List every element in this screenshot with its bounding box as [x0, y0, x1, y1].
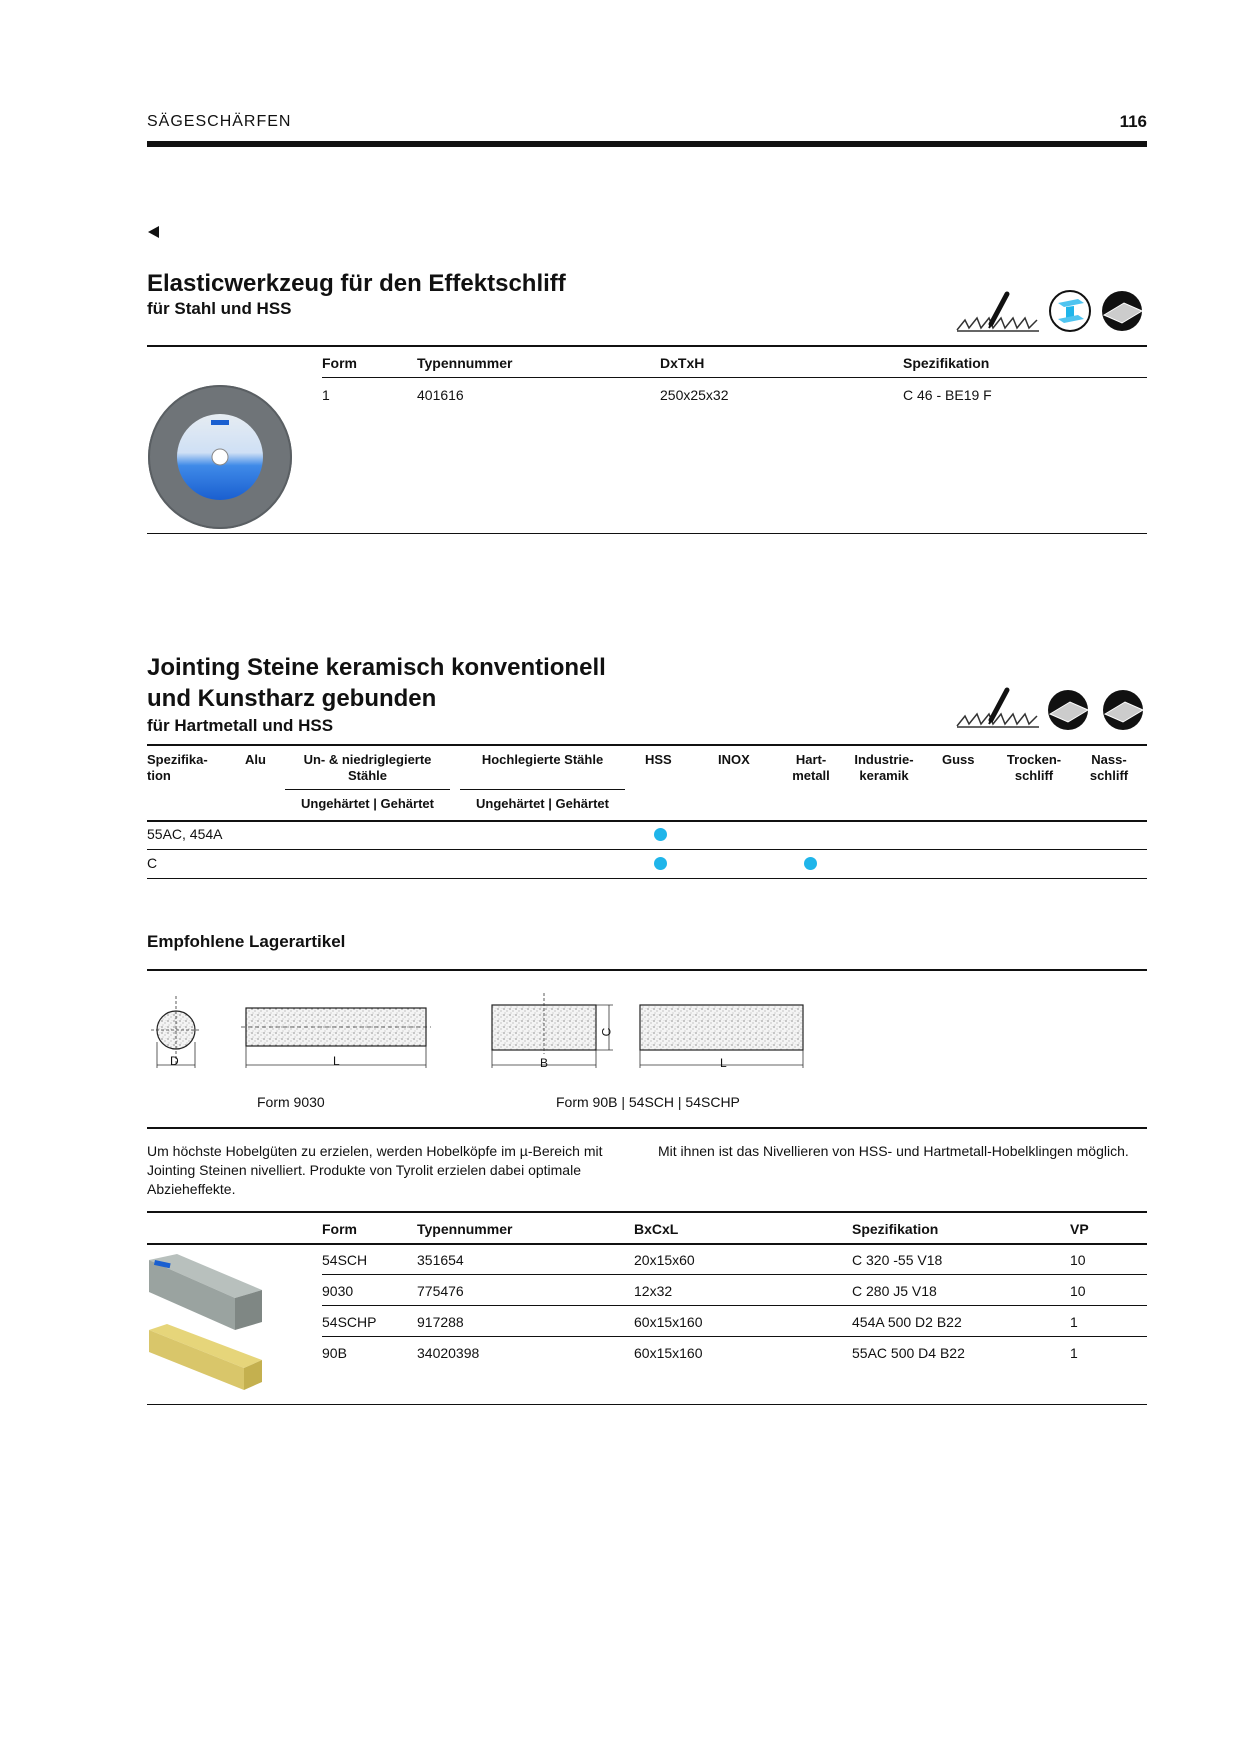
table2-bottom-rule [147, 878, 1147, 879]
table3-col-spezifikation: Spezifikation [852, 1221, 939, 1237]
table3-col-vp: VP [1070, 1221, 1089, 1237]
running-header-section: SÄGESCHÄRFEN [147, 113, 292, 130]
table3-col-form: Form [322, 1221, 357, 1237]
back-arrow-icon[interactable] [147, 225, 161, 244]
caption-form-9030: Form 9030 [257, 1094, 325, 1110]
steel-beam-icon [1048, 289, 1092, 338]
table3-row1-form: 54SCH [322, 1252, 368, 1268]
table3-row2-bxcxl: 12x32 [634, 1283, 673, 1299]
section2-heading [147, 652, 606, 736]
caption-form-90b: Form 90B | 54SCH | 54SCHP [556, 1094, 740, 1110]
table3-row2-form: 9030 [322, 1283, 354, 1299]
section3-top-rule [147, 969, 1147, 971]
table1-header-rule [322, 377, 1147, 378]
table2-col-trockenschliff: Trocken- schliff [1006, 752, 1062, 783]
dim-label-l1: L [333, 1054, 340, 1068]
section3-text-right: Mit ihnen ist das Nivellieren von HSS- und Hartmetall-Hobelklingen möglich. [658, 1143, 1129, 1159]
table2-col-un-niedrig: Un- & niedriglegierte Stähle [303, 752, 432, 783]
table1-cell-dxtxh: 250x25x32 [660, 387, 729, 403]
table2-row2-spec: C [147, 855, 158, 871]
table1-col-dxtxh: DxTxH [660, 355, 705, 371]
grinding-wheel-image [147, 384, 293, 535]
section1-subtitle: für Stahl und HSS [147, 299, 292, 318]
table2-col-alu: Alu [245, 752, 266, 767]
table2-header-bottom-rule [147, 820, 1147, 822]
section1-title: Elasticwerkzeug für den Effektschliff [147, 270, 566, 297]
table3-row4-bxcxl: 60x15x160 [634, 1345, 703, 1361]
table2-col-hochlegiert: Hochlegierte Stähle [481, 752, 604, 767]
table2-col-inox: INOX [718, 752, 750, 767]
table3-row3-spec: 454A 500 D2 B22 [852, 1314, 962, 1330]
table3-row4-spec: 55AC 500 D4 B22 [852, 1345, 965, 1361]
table3-row3-form: 54SCHP [322, 1314, 377, 1330]
table2-subheader-rule-hoch [460, 789, 625, 790]
table1-bottom-rule [147, 533, 1147, 534]
section2-title-line1: Jointing Steine keramisch konventionell [147, 654, 606, 681]
table1-cell-spezifikation: C 46 - BE19 F [903, 387, 992, 403]
table2-col-hartmetall: Hart- metall [792, 752, 830, 783]
table1-cell-form: 1 [322, 387, 330, 403]
section2-subtitle: für Hartmetall und HSS [147, 716, 334, 735]
sharpening-stone-icon [1046, 688, 1090, 737]
table2-row-divider [147, 849, 1147, 850]
table3-row4-vp: 1 [1070, 1345, 1078, 1361]
table2-subheader-rule-un [285, 789, 450, 790]
dim-label-l2: L [720, 1056, 727, 1070]
table2-row1-spec: 55AC, 454A [147, 826, 223, 842]
table3-row4-form: 90B [322, 1345, 347, 1361]
section2-title-line2: und Kunstharz gebunden [147, 685, 437, 712]
table3-row2-typ: 775476 [417, 1283, 464, 1299]
dim-label-c: C [599, 1027, 614, 1037]
page-number: 116 [1119, 112, 1147, 131]
jointing-stones-image [147, 1248, 267, 1398]
sharpening-stone-icon [1100, 289, 1144, 338]
dim-label-d: D [170, 1054, 179, 1068]
table1-col-spezifikation: Spezifikation [903, 355, 990, 371]
table2-top-rule [147, 744, 1147, 746]
table2-row2-hartmetall-mark [804, 857, 817, 870]
table3-col-bxcxl: BxCxL [634, 1221, 679, 1237]
table3-row1-vp: 10 [1070, 1252, 1086, 1268]
table1-col-form: Form [322, 355, 357, 371]
table3-row-divider [322, 1336, 1147, 1337]
saw-blade-icon [955, 290, 1041, 339]
table2-col-nassschliff: Nass- schliff [1089, 752, 1129, 783]
table3-col-typennummer: Typennummer [417, 1221, 513, 1237]
table3-row3-bxcxl: 60x15x160 [634, 1314, 703, 1330]
table2-col-hss: HSS [645, 752, 672, 767]
table3-row1-bxcxl: 20x15x60 [634, 1252, 695, 1268]
table1-top-rule [147, 345, 1147, 347]
section3-mid-rule [147, 1127, 1147, 1129]
dim-label-b: B [540, 1056, 549, 1070]
table3-row3-vp: 1 [1070, 1314, 1078, 1330]
table1-cell-typennummer: 401616 [417, 387, 464, 403]
table2-sub-un: Ungehärtet | Gehärtet [301, 796, 434, 811]
table3-top-rule [147, 1211, 1147, 1213]
section3-text-left: Um höchste Hobelgüten zu erzielen, werden Hobelköpfe im µ-Bereich mit Jointing Steinen nivelliert. Produkte von Tyrolit erzielen dabei optimale Abzieheffekte. [147, 1143, 603, 1197]
sharpening-stone-icon [1101, 688, 1145, 737]
table3-row2-spec: C 280 J5 V18 [852, 1283, 937, 1299]
table3-row-divider [322, 1274, 1147, 1275]
table3-header-rule [147, 1243, 1147, 1245]
table2-col-industriekeramik: Industrie- keramik [854, 752, 914, 783]
table3-row1-spec: C 320 -55 V18 [852, 1252, 943, 1268]
table3-bottom-rule [147, 1404, 1147, 1405]
table2-col-spezifikation: Spezifika- tion [147, 752, 208, 783]
table3-row1-typ: 351654 [417, 1252, 464, 1268]
table2-col-guss: Guss [942, 752, 975, 767]
table2-row2-hss-mark [654, 857, 667, 870]
table1-col-typennummer: Typennummer [417, 355, 513, 371]
saw-blade-icon [955, 686, 1041, 735]
section3-title: Empfohlene Lagerartikel [147, 932, 346, 951]
table2-sub-hoch: Ungehärtet | Gehärtet [476, 796, 609, 811]
table3-row4-typ: 34020398 [417, 1345, 480, 1361]
table3-row3-typ: 917288 [417, 1314, 464, 1330]
table3-row-divider [322, 1305, 1147, 1306]
table3-row2-vp: 10 [1070, 1283, 1086, 1299]
header-rule [147, 141, 1147, 147]
section1-heading [147, 268, 566, 319]
table2-row1-hss-mark [654, 828, 667, 841]
